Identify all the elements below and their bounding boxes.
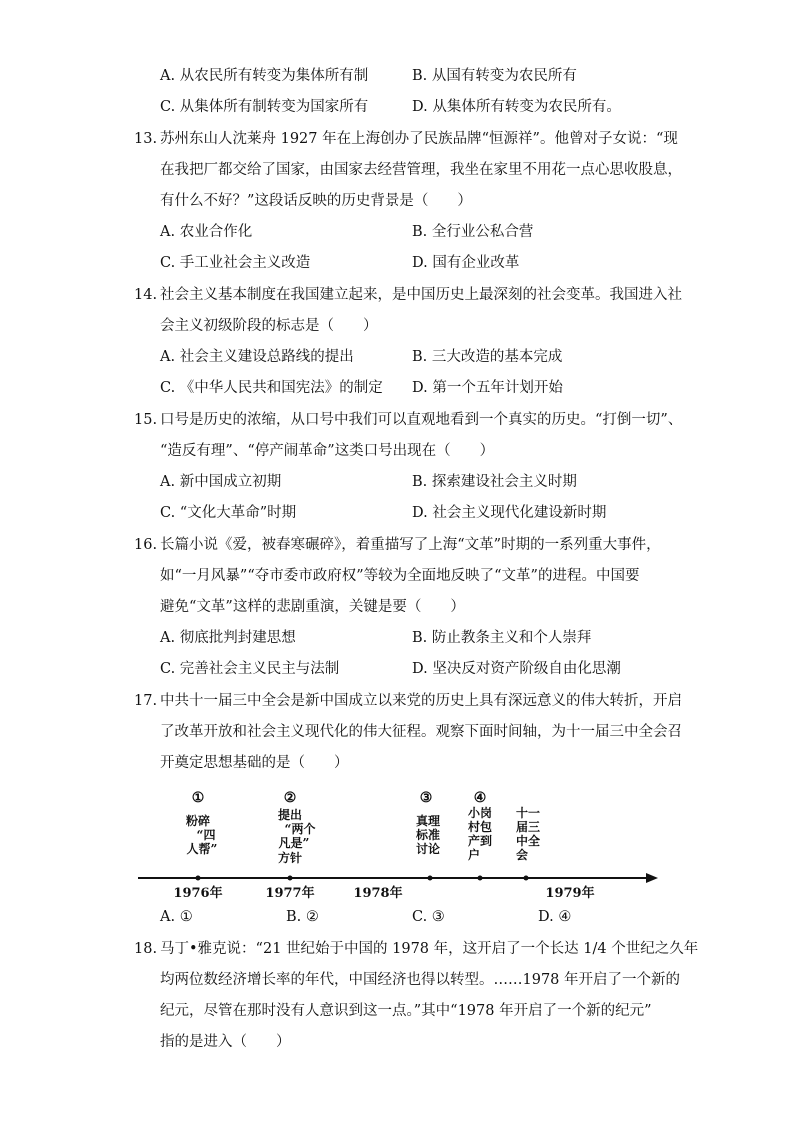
q17-option-a: A. ① bbox=[160, 909, 193, 925]
timeline-event-1-line-1: 粉碎 bbox=[185, 814, 211, 828]
timeline-year-1978: 1978年 bbox=[353, 886, 403, 901]
timeline-marker-1: ① bbox=[191, 790, 205, 806]
timeline-event-2-line-2: “两个 bbox=[284, 822, 316, 836]
timeline-year-1976: 1976年 bbox=[173, 886, 223, 901]
timeline-marker-2: ② bbox=[283, 790, 297, 806]
timeline-event-5-line-2: 届三 bbox=[515, 820, 541, 834]
timeline-dot bbox=[478, 876, 483, 881]
timeline-event-4-line-3: 产到 bbox=[467, 834, 493, 848]
timeline-arrow bbox=[646, 873, 658, 883]
q15-stem-line-1: 口号是历史的浓缩，从口号中我们可以直观地看到一个真实的历史。“打倒一切”、 bbox=[160, 412, 683, 428]
q14-option-d: D. 第一个五年计划开始 bbox=[412, 380, 563, 396]
q15-stem-line-2: “造反有理”、“停产闹革命”这类口号出现在（ ） bbox=[160, 443, 495, 459]
timeline-event-1-line-2: “四 bbox=[196, 828, 216, 842]
q14-option-c: C. 《中华人民共和国宪法》的制定 bbox=[160, 380, 383, 396]
q16-option-b: B. 防止教条主义和个人崇拜 bbox=[412, 630, 592, 646]
q13-stem-line-2: 在我把厂都交给了国家，由国家去经营管理，我坐在家里不用花一点心思收股息， bbox=[160, 162, 682, 178]
q18-stem-line-2: 均两位数经济增长率的年代，中国经济也得以转型。……1978 年开启了一个新的 bbox=[160, 972, 681, 988]
q17-stem-line-1: 中共十一届三中全会是新中国成立以来党的历史上具有深远意义的伟大转折，开启 bbox=[160, 693, 682, 709]
q13-option-d: D. 国有企业改革 bbox=[412, 255, 520, 271]
timeline-dot bbox=[428, 876, 433, 881]
timeline-event-4-line-2: 村包 bbox=[467, 820, 493, 834]
q15-option-a: A. 新中国成立初期 bbox=[160, 474, 282, 490]
timeline-diagram bbox=[130, 785, 670, 905]
q18-stem-line-3: 纪元，尽管在那时没有人意识到这一点。”其中“1978 年开启了一个新的纪元” bbox=[160, 1003, 652, 1019]
timeline-marker-3: ③ bbox=[419, 790, 433, 806]
q18-stem-line-1: 马丁•雅克说：“21 世纪始于中国的 1978 年，这开启了一个长达 1/4 个世纪之久年 bbox=[160, 941, 699, 957]
timeline-dot bbox=[196, 876, 201, 881]
timeline-dot bbox=[288, 876, 293, 881]
q12-option-b: B. 从国有转变为农民所有 bbox=[412, 68, 577, 84]
q13-stem-line-1: 苏州东山人沈莱舟 1927 年在上海创办了民族品牌“恒源祥”。他曾对子女说：“现 bbox=[160, 131, 678, 147]
timeline-event-5-line-4: 会 bbox=[515, 848, 529, 862]
q17-option-b: B. ② bbox=[286, 909, 319, 925]
q12-option-a: A. 从农民所有转变为集体所有制 bbox=[160, 68, 369, 84]
q12-option-d: D. 从集体所有转变为农民所有。 bbox=[412, 99, 621, 115]
timeline-year-1979: 1979年 bbox=[545, 886, 595, 901]
q13-option-c: C. 手工业社会主义改造 bbox=[160, 255, 311, 271]
timeline-event-4-line-1: 小岗 bbox=[467, 806, 493, 820]
q12-option-c: C. 从集体所有制转变为国家所有 bbox=[160, 99, 369, 115]
timeline-event-2-line-3: 凡是” bbox=[278, 836, 310, 850]
q16-option-a: A. 彻底批判封建思想 bbox=[160, 630, 296, 646]
q14-option-b: B. 三大改造的基本完成 bbox=[412, 349, 563, 365]
q17-option-d: D. ④ bbox=[538, 909, 572, 925]
q15-option-c: C. “文化大革命”时期 bbox=[160, 505, 297, 521]
q13-option-b: B. 全行业公私合营 bbox=[412, 224, 534, 240]
timeline-year-1977: 1977年 bbox=[265, 886, 315, 901]
q14-stem-line-1: 社会主义基本制度在我国建立起来，是中国历史上最深刻的社会变革。我国进入社 bbox=[160, 287, 682, 303]
timeline-event-3-line-2: 标准 bbox=[415, 828, 441, 842]
timeline-event-2-line-4: 方针 bbox=[277, 851, 303, 865]
q16-stem-line-1: 长篇小说《爱，被春寒碾碎》，着重描写了上海“文革”时期的一系列重大事件， bbox=[160, 537, 661, 553]
q18-number: 18. bbox=[134, 941, 158, 957]
timeline-dot bbox=[524, 876, 529, 881]
q16-number: 16. bbox=[134, 537, 158, 553]
q14-number: 14. bbox=[134, 287, 158, 303]
timeline-event-5-line-3: 中全 bbox=[515, 834, 541, 848]
timeline-event-5-line-1: 十一 bbox=[515, 806, 541, 820]
q13-option-a: A. 农业合作化 bbox=[160, 224, 253, 240]
q15-option-b: B. 探索建设社会主义时期 bbox=[412, 474, 577, 490]
q17-stem-line-3: 开奠定思想基础的是（ ） bbox=[160, 755, 349, 771]
timeline-marker-4: ④ bbox=[473, 790, 487, 806]
q16-stem-line-3: 避免“文革”这样的悲剧重演，关键是要（ ） bbox=[160, 599, 465, 615]
q15-number: 15. bbox=[134, 412, 158, 428]
q14-option-a: A. 社会主义建设总路线的提出 bbox=[160, 349, 354, 365]
q18-stem-line-4: 指的是进入（ ） bbox=[160, 1034, 291, 1050]
q13-number: 13. bbox=[134, 131, 158, 147]
timeline-event-3-line-3: 讨论 bbox=[415, 842, 441, 856]
q15-option-d: D. 社会主义现代化建设新时期 bbox=[412, 505, 607, 521]
q16-option-c: C. 完善社会主义民主与法制 bbox=[160, 661, 340, 677]
timeline-event-2-line-1: 提出 bbox=[277, 808, 303, 822]
q16-stem-line-2: 如“一月风暴”“夺市委市政府权”等较为全面地反映了“文革”的进程。中国要 bbox=[160, 568, 640, 584]
timeline-event-3-line-1: 真理 bbox=[415, 814, 441, 828]
timeline-event-4-line-4: 户 bbox=[467, 848, 481, 862]
q16-option-d: D. 坚决反对资产阶级自由化思潮 bbox=[412, 661, 621, 677]
q17-number: 17. bbox=[134, 693, 158, 709]
q13-stem-line-3: 有什么不好？”这段话反映的历史背景是（ ） bbox=[160, 193, 472, 209]
q17-stem-line-2: 了改革开放和社会主义现代化的伟大征程。观察下面时间轴，为十一届三中全会召 bbox=[160, 724, 682, 740]
q17-option-c: C. ③ bbox=[412, 909, 445, 925]
q14-stem-line-2: 会主义初级阶段的标志是（ ） bbox=[160, 318, 378, 334]
timeline-event-1-line-3: 人帮” bbox=[186, 842, 218, 856]
